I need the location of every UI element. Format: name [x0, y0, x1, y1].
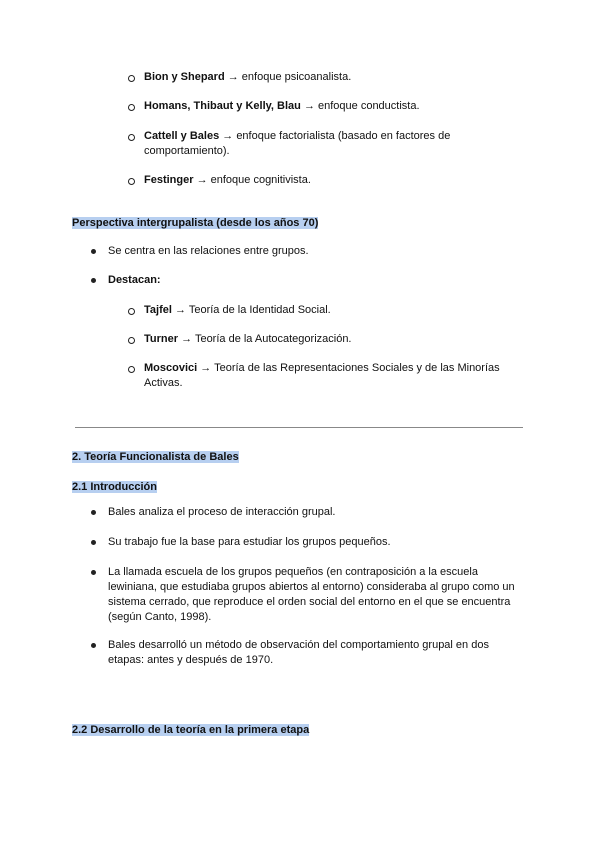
- hollow-bullet-icon: [128, 75, 135, 82]
- item-text: Bales analiza el proceso de interacción grupal.: [108, 506, 336, 518]
- item-description: → Teoría de la Autocategorización.: [178, 333, 352, 345]
- author-name: Homans, Thibaut y Kelly, Blau: [144, 100, 301, 112]
- item-description: → enfoque psicoanalista.: [224, 71, 352, 83]
- author-name: Bion y Shepard: [144, 71, 225, 83]
- item-description-continued: comportamiento).: [144, 145, 230, 157]
- item-description: → enfoque conductista.: [300, 100, 420, 112]
- filled-bullet-icon: [91, 540, 96, 545]
- hollow-bullet-icon: [128, 178, 135, 185]
- section-heading: 2. Teoría Funcionalista de Bales: [72, 451, 239, 463]
- hollow-bullet-icon: [128, 337, 135, 344]
- item-text: Su trabajo fue la base para estudiar los grupos pequeños.: [108, 536, 391, 548]
- hollow-bullet-icon: [128, 134, 135, 141]
- hollow-bullet-icon: [128, 104, 135, 111]
- filled-bullet-icon: [91, 278, 96, 283]
- item-text: Destacan:: [108, 274, 161, 286]
- item-description: → enfoque cognitivista.: [193, 174, 311, 186]
- item-description: → enfoque factorialista (basado en factores de: [219, 130, 451, 142]
- item-text: Se centra en las relaciones entre grupos.: [108, 245, 309, 257]
- item-text-line: La llamada escuela de los grupos pequeños (en contraposición a la escuela: [108, 566, 478, 578]
- item-description: → Teoría de la Identidad Social.: [171, 304, 331, 316]
- filled-bullet-icon: [91, 510, 96, 515]
- filled-bullet-icon: [91, 643, 96, 648]
- subsection-heading: 2.1 Introducción: [72, 481, 157, 493]
- section-heading: Perspectiva intergrupalista (desde los años 70): [72, 217, 319, 229]
- item-text-line: lewiniana, que estudiaba grupos abiertos al entorno) consideraba al grupo como un: [108, 581, 515, 593]
- item-text-line: sistema cerrado, que reproduce el orden social del entorno en el que se encuentra: [108, 596, 511, 608]
- author-name: Tajfel: [144, 304, 172, 316]
- filled-bullet-icon: [91, 249, 96, 254]
- item-text-line: etapas: antes y después de 1970.: [108, 654, 274, 666]
- item-text-line: Bales desarrolló un método de observación del comportamiento grupal en dos: [108, 639, 489, 651]
- hollow-bullet-icon: [128, 308, 135, 315]
- subsection-heading: 2.2 Desarrollo de la teoría en la primera etapa: [72, 724, 310, 736]
- item-text-line: (según Canto, 1998).: [108, 611, 212, 623]
- author-name: Turner: [144, 333, 179, 345]
- author-name: Festinger: [144, 174, 194, 186]
- filled-bullet-icon: [91, 570, 96, 575]
- item-description: → Teoría de las Representaciones Sociales y de las Minorías: [197, 362, 500, 374]
- author-name: Cattell y Bales: [144, 130, 220, 142]
- item-description-continued: Activas.: [144, 377, 183, 389]
- horizontal-divider: [75, 427, 523, 428]
- author-name: Moscovici: [144, 362, 198, 374]
- hollow-bullet-icon: [128, 366, 135, 373]
